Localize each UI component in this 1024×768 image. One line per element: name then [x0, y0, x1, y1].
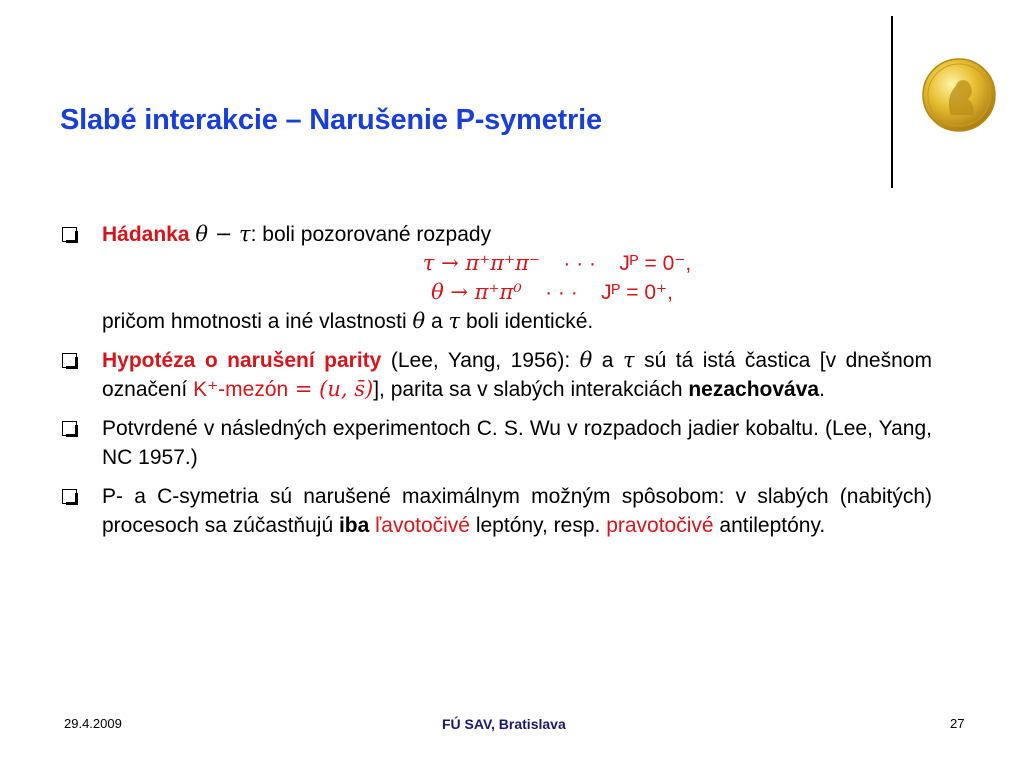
tau-symbol: τ [622, 348, 635, 372]
theta-symbol: θ [579, 348, 593, 372]
bullet-text: Potvrdené v následných experimentoch C. S. Wu v rozpadoch jadier kobaltu. (Lee, Yang, NC 1957.) [102, 417, 932, 469]
emphasis-text: nezachováva [688, 378, 820, 401]
bullet-item [62, 220, 932, 336]
text-segment: . [819, 378, 825, 401]
vertical-divider [891, 16, 893, 188]
bullet-text: : boli pozorované rozpady [250, 223, 492, 246]
bullet-item [62, 346, 932, 404]
slide-content [62, 220, 932, 550]
text-segment: pričom hmotnosti a iné vlastnosti [102, 310, 407, 333]
equation-rhs: Jᴾ = 0⁺, [601, 281, 673, 304]
footer-date: 29.4.2009 [64, 716, 122, 731]
footer-institution: FÚ SAV, Bratislava [442, 716, 566, 732]
nobel-medal-icon [921, 57, 997, 133]
text-segment: a [430, 310, 443, 333]
emphasis-text: iba [338, 514, 370, 537]
equation-theta [102, 278, 932, 307]
bullet-label: Hádanka [102, 223, 190, 246]
checkbox-bullet-icon [62, 227, 77, 242]
math-expression: θ − τ [195, 222, 251, 246]
equation-dots: · · · [563, 252, 597, 275]
bullet-item [62, 482, 932, 540]
text-segment: (Lee, Yang, 1956): [381, 349, 580, 372]
checkbox-bullet-icon [62, 353, 77, 368]
highlight-text: pravotočivé [606, 514, 714, 537]
equation-tau [102, 249, 932, 278]
theta-symbol: θ [412, 309, 426, 333]
slide-title: Slabé interakcie – Narušenie P-symetrie [60, 104, 602, 136]
text-segment: ], parita sa v slabých interakciách [373, 378, 689, 401]
bullet-item [62, 414, 932, 472]
meson-quark-content: = (u, s̄) [288, 377, 374, 401]
equation-dots: · · · [545, 281, 578, 304]
bullet-text-line [102, 307, 932, 336]
checkbox-bullet-icon [62, 489, 77, 504]
text-segment: P- a C-symetria sú narušené maximálnym možným spôsobom: v slabých (nabitých) procesoch sa zúčastňujú [102, 485, 932, 537]
text-segment: a [592, 349, 623, 372]
text-segment: boli identické. [465, 310, 594, 333]
page-number: 27 [950, 716, 965, 731]
checkbox-bullet-icon [62, 421, 77, 436]
equation-lhs: τ → π⁺π⁺π⁻ [422, 251, 541, 275]
tau-symbol: τ [448, 309, 461, 333]
bullet-label: Hypotéza o narušení parity [102, 349, 382, 372]
text-segment: sú tá istá častica [v dnešnom označení [102, 349, 932, 401]
text-segment: antileptóny. [713, 514, 826, 537]
text-segment: leptóny, resp. [470, 514, 607, 537]
equation-rhs: Jᴾ = 0⁻, [619, 252, 692, 275]
equation-lhs: θ → π⁺π⁰ [431, 280, 522, 304]
meson-name: K⁺-mezón [193, 378, 289, 401]
highlight-text: ľavotočivé [369, 514, 470, 537]
